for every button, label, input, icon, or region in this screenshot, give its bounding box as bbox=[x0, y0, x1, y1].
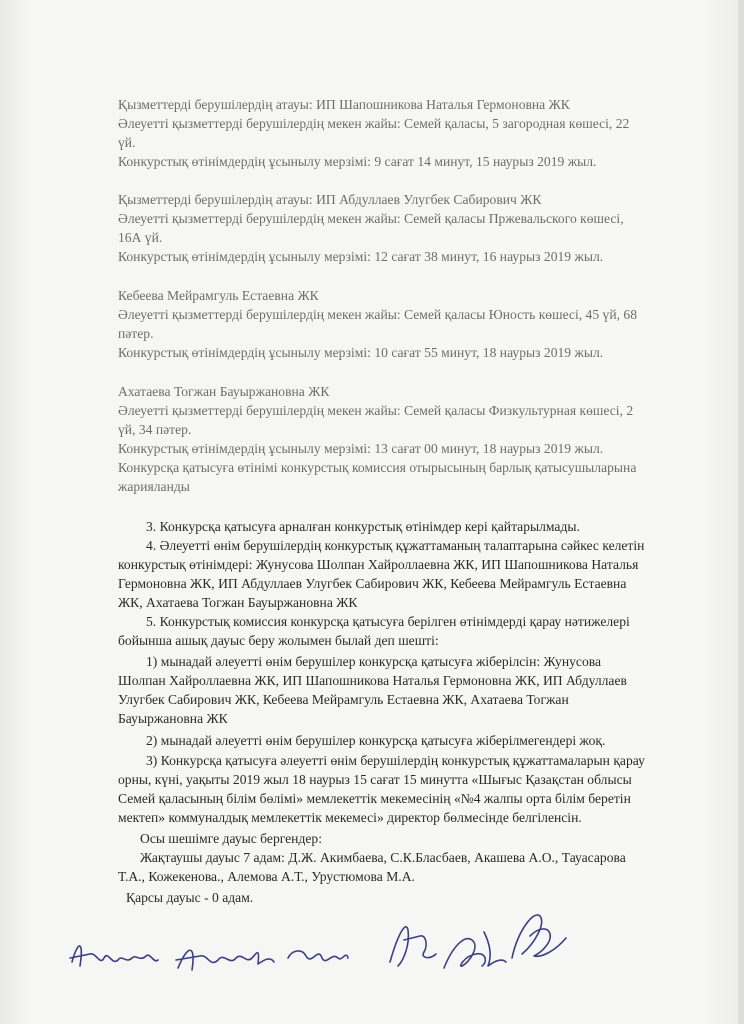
doc-line-29: Бауыржановна ЖК bbox=[118, 711, 228, 726]
doc-line-28: Улугбек Сабирович ЖК, Кебеева Мейрамгуль Естаевна ЖК, Ахатаева Тогжан bbox=[118, 692, 569, 707]
doc-line-16: Конкурстық өтінімдердің ұсынылу мерзімі: 13 сағат 00 минут, 18 наурыз 2019 жыл. bbox=[118, 441, 604, 456]
doc-line-37: Т.А., Кожекенова., Алемова А.Т., Урустюмова М.А. bbox=[118, 869, 415, 884]
page-edge-shadow bbox=[738, 0, 744, 1024]
doc-line-7: 16А үй. bbox=[118, 230, 163, 245]
doc-line-19: 3. Конкурсқа қатысуға арналған конкурстық өтінімдер кері қайтарылмады. bbox=[146, 519, 580, 534]
doc-line-1: Қызметтерді берушілердің атауы: ИП Шапошникова Наталья Гермоновна ЖК bbox=[118, 97, 570, 112]
doc-line-36: Жақтаушы дауыс 7 адам: Д.Ж. Акимбаева, С.К.Бласбаев, Акашева А.О., Тауасарова bbox=[140, 850, 626, 865]
doc-line-22: Гермоновна ЖК, ИП Абдуллаев Улугбек Сабирович ЖК, Кебеева Мейрамгуль Естаевна bbox=[118, 576, 627, 591]
doc-line-24: 5. Конкурстық комиссия конкурсқа қатысуға берілген өтінімдерді қарау нәтижелері bbox=[146, 614, 630, 629]
doc-line-13: Ахатаева Тогжан Бауыржановна ЖК bbox=[118, 384, 330, 399]
doc-line-14: Әлеуетті қызметтерді берушілердің мекен жайы: Семей қаласы Физкультурная көшесі, 2 bbox=[118, 403, 634, 418]
doc-line-12: Конкурстық өтінімдердің ұсынылу мерзімі: 10 сағат 55 минут, 18 наурыз 2019 жыл. bbox=[118, 345, 604, 360]
doc-line-26: 1) мынадай әлеуетті өнім берушілер конкурсқа қатысуға жіберілсін: Жунусова bbox=[146, 654, 602, 669]
signature-1 bbox=[70, 946, 158, 966]
doc-line-27: Шолпан Хайроллаевна ЖК, ИП Шапошникова Наталья Гермоновна ЖК, ИП Абдуллаев bbox=[118, 673, 627, 688]
doc-line-20: 4. Әлеуетті өнім берушілердің конкурстық құжаттаманың талаптарына сәйкес келетін bbox=[146, 538, 645, 553]
signature-4 bbox=[390, 927, 436, 966]
doc-line-25: бойынша ашық дауыс беру жолымен былай деп шешті: bbox=[118, 633, 439, 648]
doc-line-38: Қарсы дауыс - 0 адам. bbox=[126, 890, 254, 905]
doc-line-31: 3) Конкурсқа қатысуға әлеуетті өнім берушілердің конкурстық құжаттамаларын қарау bbox=[146, 753, 645, 768]
doc-line-17: Конкурсқа қатысуға өтінімі конкурстық комиссия отырысының барлық қатысушыларына bbox=[118, 460, 637, 475]
doc-line-21: конкурстық өтінімдері: Жунусова Шолпан Хайроллаевна ЖК, ИП Шапошникова Наталья bbox=[118, 557, 639, 572]
doc-line-2: Әлеуетті қызметтерді берушілердің мекен жайы: Семей қаласы, 5 загородная көшесі, 22 bbox=[118, 116, 630, 131]
doc-line-3: үй. bbox=[118, 135, 136, 150]
doc-line-35: Осы шешімге дауыс бергендер: bbox=[140, 831, 322, 846]
doc-line-23: ЖК, Ахатаева Тогжан Бауыржановна ЖК bbox=[118, 595, 358, 610]
doc-line-15: үй, 34 пәтер. bbox=[118, 422, 192, 437]
signature-5 bbox=[444, 932, 506, 968]
doc-line-34: мектеп» коммуналдық мемлекеттік мекемесі» директор бөлмесінде белгіленсін. bbox=[118, 810, 582, 825]
doc-line-11: пәтер. bbox=[118, 326, 154, 341]
doc-line-8: Конкурстық өтінімдердің ұсынылу мерзімі: 12 сағат 38 минут, 16 наурыз 2019 жыл. bbox=[118, 249, 604, 264]
signature-6 bbox=[512, 915, 566, 958]
doc-line-5: Қызметтерді берушілердің атауы: ИП Абдуллаев Улугбек Сабирович ЖК bbox=[118, 192, 542, 207]
handwritten-signatures bbox=[60, 900, 620, 990]
doc-line-32: орны, күні, уақыты 2019 жыл 18 наурыз 15 сағат 15 минутта «Шығыс Қазақстан облысы bbox=[118, 772, 632, 787]
doc-line-9: Кебеева Мейрамгуль Естаевна ЖК bbox=[118, 288, 319, 303]
doc-line-33: Семей қаласының білім бөлімі» мемлекеттік мекемесінің «№4 жалпы орта білім беретін bbox=[118, 791, 631, 806]
doc-line-4: Конкурстық өтінімдердің ұсынылу мерзімі: 9 сағат 14 минут, 15 наурыз 2019 жыл. bbox=[118, 154, 597, 169]
doc-line-30: 2) мынадай әлеуетті өнім берушілер конкурсқа қатысуға жіберілмегендері жоқ. bbox=[146, 733, 606, 748]
signature-3 bbox=[288, 951, 348, 961]
signature-2 bbox=[176, 950, 274, 970]
doc-line-10: Әлеуетті қызметтерді берушілердің мекен жайы: Семей қаласы Юность көшесі, 45 үй, 68 bbox=[118, 307, 637, 322]
doc-line-6: Әлеуетті қызметтерді берушілердің мекен жайы: Семей қаласы Пржевальского көшесі, bbox=[118, 211, 624, 226]
doc-line-18: жарияланды bbox=[118, 479, 190, 494]
